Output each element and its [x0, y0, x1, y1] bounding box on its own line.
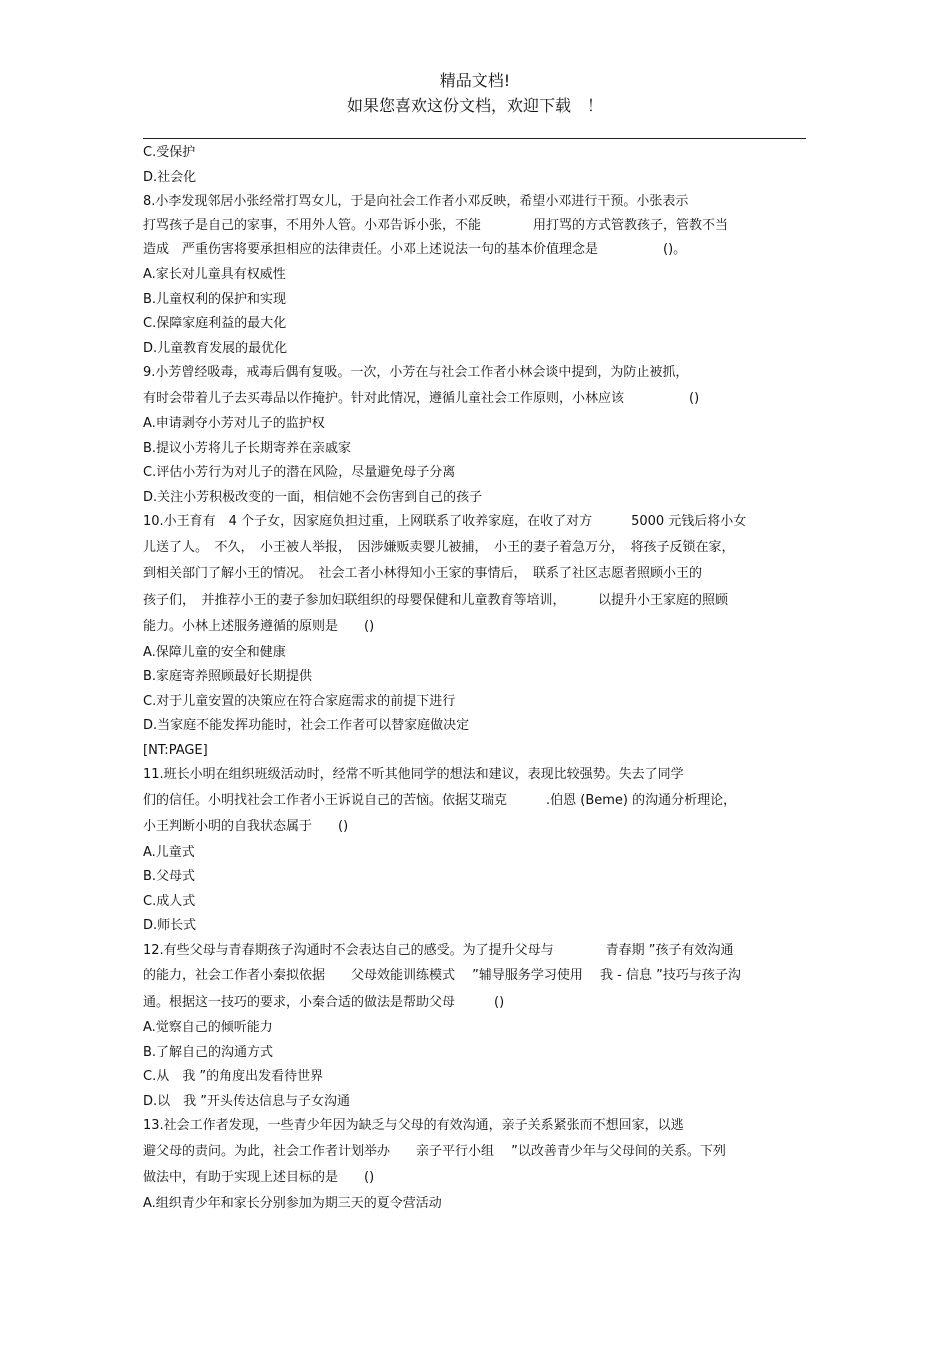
- question-10-option-a: A.保障儿童的安全和健康: [143, 644, 286, 660]
- question-8-option-a: A.家长对儿童具有权威性: [143, 267, 286, 282]
- question-10-line-5: 能力。小林上述服务遵循的原则是 (): [143, 619, 375, 634]
- question-9-option-c: C.评估小芳行为对儿子的潜在风险，尽量避免母子分离: [143, 465, 456, 480]
- page-marker: [NT:PAGE]: [143, 742, 208, 758]
- question-12-line-3: 通。根据这一技巧的要求，小秦合适的做法是帮助父母 (): [143, 994, 505, 1010]
- question-11-line-3: 小王判断小明的自我状态属于 (): [143, 819, 349, 834]
- question-10-option-d: D.当家庭不能发挥功能时，社会工作者可以替家庭做决定: [143, 718, 470, 733]
- question-8-option-d: D.儿童教育发展的最优化: [143, 340, 288, 356]
- question-12-option-a: A.觉察自己的倾听能力: [143, 1020, 273, 1035]
- header-title: 精品文档!: [439, 71, 511, 90]
- question-10-line-2: 儿送了人。 不久， 小王被人举报， 因涉嫌贩卖婴儿被捕， 小王的妻子着急万分， 将孩子反锁在家，: [143, 539, 735, 555]
- page-header: [0, 70, 950, 117]
- question-11-line-1: 11.班长小明在组织班级活动时，经常不听其他同学的想法和建议，表现比较强势。失去了同学: [143, 767, 684, 782]
- question-11-line-2: 们的信任。小明找社会工作者小王诉说自己的苦恼。依据艾瑞克 .伯恩 (Beme) 的沟通分析理论，: [143, 792, 737, 808]
- question-11-option-b: B.父母式: [143, 869, 196, 884]
- question-9-option-b: B.提议小芳将儿子长期寄养在亲戚家: [143, 440, 352, 456]
- question-10-option-c: C.对于儿童安置的决策应在符合家庭需求的前提下进行: [143, 693, 456, 709]
- question-13-line-2: 避父母的责问。为此，社会工作者计划举办 亲子平行小组 ”以改善青少年与父母间的关系。下列: [143, 1143, 726, 1159]
- question-8-option-c: C.保障家庭利益的最大化: [143, 316, 287, 331]
- question-10-line-3: 到相关部门了解小王的情况。 社会工者小林得知小王家的事情后， 联系了社区志愿者照顾小王的: [143, 566, 703, 581]
- question-11-option-c: C.成人式: [143, 893, 196, 909]
- question-9-line-1: 9.小芳曾经吸毒，戒毒后偶有复吸。一次，小芳在与社会工作者小林会谈中提到，为防止被抓，: [143, 365, 689, 380]
- question-12-line-1: 12.有些父母与青春期孩子沟通时不会表达自己的感受。为了提升父母与 青春期 ”孩子有效沟通: [143, 942, 734, 958]
- question-11-option-d: D.师长式: [143, 918, 197, 933]
- question-8-line-3: 造成 严重伤害将要承担相应的法律责任。小邓上述说法一句的基本价值理念是 ()。: [143, 241, 687, 257]
- question-10-line-1: 10.小王育有 4 个子女，因家庭负担过重，上网联系了收养家庭，在收了对方 5000 元钱后将小女: [143, 514, 747, 529]
- question-12-option-b: B.了解自己的沟通方式: [143, 1044, 274, 1060]
- question-9-line-2: 有时会带着儿子去买毒品以作掩护。针对此情况，遵循儿童社会工作原则，小林应该 (): [143, 390, 700, 406]
- question-11-option-a: A.儿童式: [143, 844, 195, 860]
- question-13-line-1: 13.社会工作者发现，一些青少年因为缺乏与父母的有效沟通，亲子关系紧张而不想回家，以逃: [143, 1118, 684, 1133]
- question-13-line-3: 做法中，有助于实现上述目标的是 (): [143, 1170, 375, 1185]
- question-13-option-a: A.组织青少年和家长分别参加为期三天的夏令营活动: [143, 1195, 442, 1211]
- question-12-option-d: D.以 我 ”开头传达信息与子女沟通: [143, 1093, 351, 1109]
- question-9-option-a: A.申请剥夺小芳对儿子的监护权: [143, 416, 325, 431]
- question-10-option-b: B.家庭寄养照顾最好长期提供: [143, 669, 313, 684]
- question-9-option-d: D.关注小芳积极改变的一面，相信她不会伤害到自己的孩子: [143, 489, 483, 505]
- header-divider: [143, 138, 806, 139]
- question-12-line-2: 的能力，社会工作者小秦拟依据 父母效能训练模式 ”辅导服务学习使用 我 - 信息 ”技巧与孩子沟: [143, 968, 741, 983]
- question-8-option-b: B.儿童权利的保护和实现: [143, 291, 287, 307]
- header-subtitle: 如果您喜欢这份文档，欢迎下载 ！: [346, 96, 603, 115]
- document-body: [143, 141, 813, 1216]
- question-10-line-4: 孩子们， 并推荐小王的妻子参加妇联组织的母婴保健和儿童教育等培训， 以提升小王家庭的照顾: [143, 592, 729, 608]
- option-d-line: D.社会化: [143, 169, 197, 185]
- question-8-line-2: 打骂孩子是自己的家事，不用外人管。小邓告诉小张，不能 用打骂的方式管教孩子，管教不当: [143, 217, 729, 233]
- question-12-option-c: C.从 我 ”的角度出发看待世界: [143, 1069, 324, 1084]
- option-c-line: C.受保护: [143, 145, 196, 160]
- question-8-line-1: 8.小李发现邻居小张经常打骂女儿，于是向社会工作者小邓反映，希望小邓进行干预。小张表示: [143, 194, 689, 209]
